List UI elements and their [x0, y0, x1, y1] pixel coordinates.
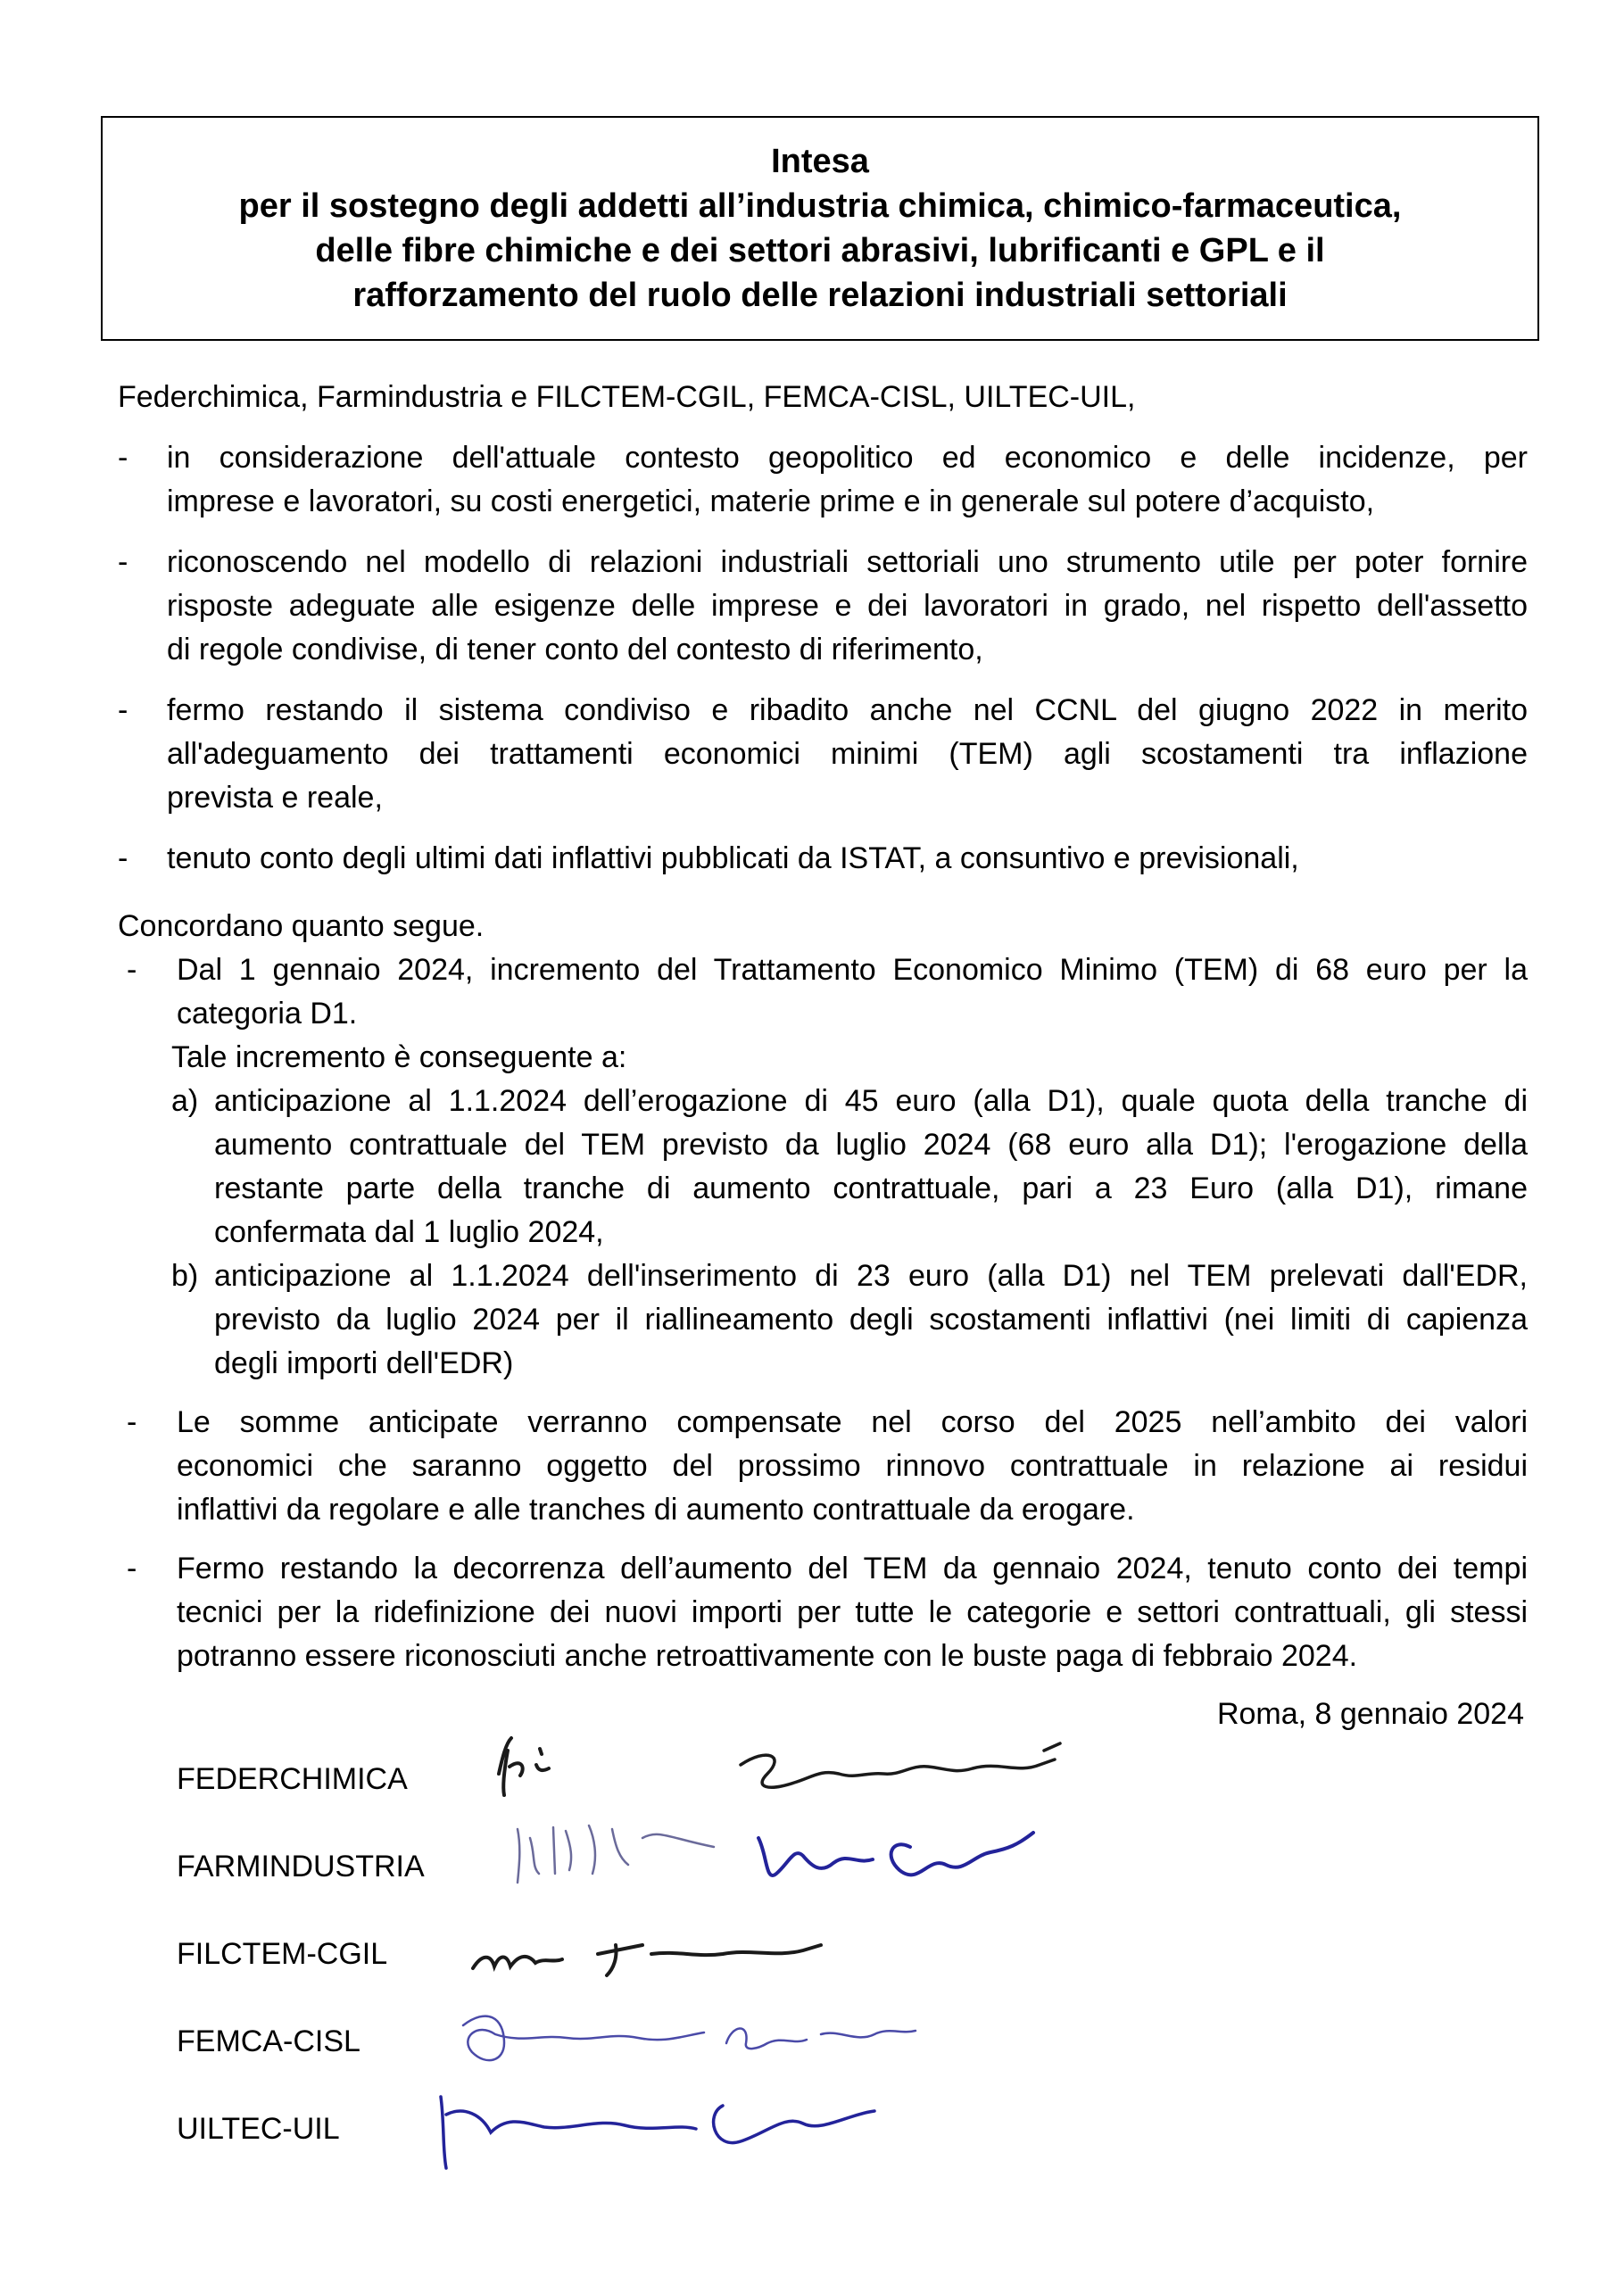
signature-farmindustria-2	[750, 1820, 1044, 1909]
premise-line: di regole condivise, di tener conto del contesto di riferimento,	[167, 633, 983, 666]
premise-item	[118, 541, 1528, 672]
premise-line: risposte adeguate alle esigenze delle imprese e dei lavoratori in grado, nel rispetto dell'assetto	[167, 589, 1528, 623]
sub-line: aumento contrattuale del TEM previsto da luglio 2024 (68 euro alla D1); l'erogazione della	[214, 1128, 1528, 1162]
premises-section	[118, 376, 1528, 898]
signatory-federchimica: FEDERCHIMICA	[177, 1762, 408, 1796]
sub-letter: b)	[171, 1259, 199, 1293]
sub-line: restante parte della tranche di aumento contrattuale, pari a 23 Euro (alla D1), rimane	[214, 1171, 1528, 1205]
sub-item-a	[171, 1080, 1528, 1254]
premise-item	[118, 837, 1528, 881]
premise-line: all'adeguamento dei trattamenti economici minimi (TEM) agli scostamenti tra inflazione	[167, 737, 1528, 771]
signatory-uiltec-uil: UILTEC-UIL	[177, 2112, 340, 2146]
sub-line: degli importi dell'EDR)	[214, 1346, 514, 1380]
agreement-item	[118, 1401, 1528, 1532]
agreement-line: economici che saranno oggetto del prossimo rinnovo contrattuale in relazione ai residui	[177, 1449, 1528, 1483]
agreement-item	[118, 1547, 1528, 1678]
sub-line: previsto da luglio 2024 per il riallineamento degli scostamenti inflattivi (nei limiti di capienza	[214, 1303, 1528, 1337]
signature-filctem-cgil	[464, 1918, 839, 1990]
sub-item-b	[171, 1254, 1528, 1386]
agreement-section	[118, 905, 1528, 1693]
sub-letter: a)	[171, 1084, 199, 1118]
premise-line: in considerazione dell'attuale contesto geopolitico ed economico e delle incidenze, per	[167, 441, 1528, 475]
sub-line: anticipazione al 1.1.2024 dell'inserimento di 23 euro (alla D1) nel TEM prelevati dall'EDR,	[214, 1259, 1528, 1293]
list-dash: -	[118, 545, 128, 579]
premise-line: tenuto conto degli ultimi dati inflattivi pubblicati da ISTAT, a consuntivo e previsionali,	[167, 841, 1299, 875]
signatory-filctem-cgil: FILCTEM-CGIL	[177, 1937, 388, 1971]
agreement-line: potranno essere riconosciuti anche retroattivamente con le buste paga di febbraio 2024.	[177, 1639, 1358, 1673]
list-dash: -	[127, 953, 137, 987]
list-dash: -	[127, 1405, 137, 1439]
signature-uiltec-uil	[428, 2079, 892, 2177]
sub-line: confermata dal 1 luglio 2024,	[214, 1215, 604, 1249]
signature-federchimica-2	[732, 1738, 1071, 1809]
sub-line: anticipazione al 1.1.2024 dell’erogazione di 45 euro (alla D1), quale quota della tranche di	[214, 1084, 1528, 1118]
signatory-farmindustria: FARMINDUSTRIA	[177, 1850, 425, 1883]
signatory-femca-cisl: FEMCA-CISL	[177, 2024, 360, 2058]
agreement-line: Le somme anticipate verranno compensate nel corso del 2025 nell’ambito dei valori	[177, 1405, 1528, 1439]
signature-femca-cisl-2	[714, 1999, 928, 2070]
agreement-line: Fermo restando la decorrenza dell’aumento del TEM da gennaio 2024, tenuto conto dei tempi	[177, 1552, 1528, 1585]
title-heading: Intesa	[771, 143, 869, 180]
premise-line: fermo restando il sistema condiviso e ribadito anche nel CCNL del giugno 2022 in merito	[167, 693, 1528, 727]
title-box	[101, 116, 1539, 341]
list-dash: -	[118, 841, 128, 875]
signature-femca-cisl-1	[451, 1999, 718, 2079]
premise-line: riconoscendo nel modello di relazioni industriali settoriali uno strumento utile per poter fornire	[167, 545, 1528, 579]
list-dash: -	[118, 441, 128, 475]
agreement-line: inflattivi da regolare e alle tranches di aumento contrattuale da erogare.	[177, 1493, 1135, 1527]
premise-line: imprese e lavoratori, su costi energetici, materie prime e in generale sul potere d’acquisto,	[167, 484, 1375, 518]
list-dash: -	[127, 1552, 137, 1585]
place-date: Roma, 8 gennaio 2024	[1216, 1697, 1524, 1731]
agreement-line: Dal 1 gennaio 2024, incremento del Trattamento Economico Minimo (TEM) di 68 euro per la	[177, 953, 1528, 987]
consequence-line: Tale incremento è conseguente a:	[171, 1040, 627, 1074]
intro-parties: Federchimica, Farmindustria e FILCTEM-CGIL, FEMCA-CISL, UILTEC-UIL,	[118, 380, 1136, 414]
list-dash: -	[118, 693, 128, 727]
title-line-3: delle fibre chimiche e dei settori abrasivi, lubrificanti e GPL e il	[315, 232, 1325, 269]
premise-line: prevista e reale,	[167, 781, 383, 815]
premise-item	[118, 436, 1528, 524]
premise-item	[118, 689, 1528, 820]
signature-federchimica-1	[486, 1731, 629, 1802]
agreement-line: categoria D1.	[177, 997, 358, 1031]
signature-farmindustria-1	[509, 1811, 732, 1900]
agreement-item	[118, 948, 1528, 1386]
title-line-4: rafforzamento del ruolo delle relazioni industriali settoriali	[352, 277, 1288, 314]
title-line-2: per il sostegno degli addetti all’industria chimica, chimico-farmaceutica,	[238, 187, 1402, 225]
agreement-line: tecnici per la ridefinizione dei nuovi importi per tutte le categorie e settori contrattuali, gli stessi	[177, 1595, 1528, 1629]
agreement-heading: Concordano quanto segue.	[118, 909, 485, 943]
